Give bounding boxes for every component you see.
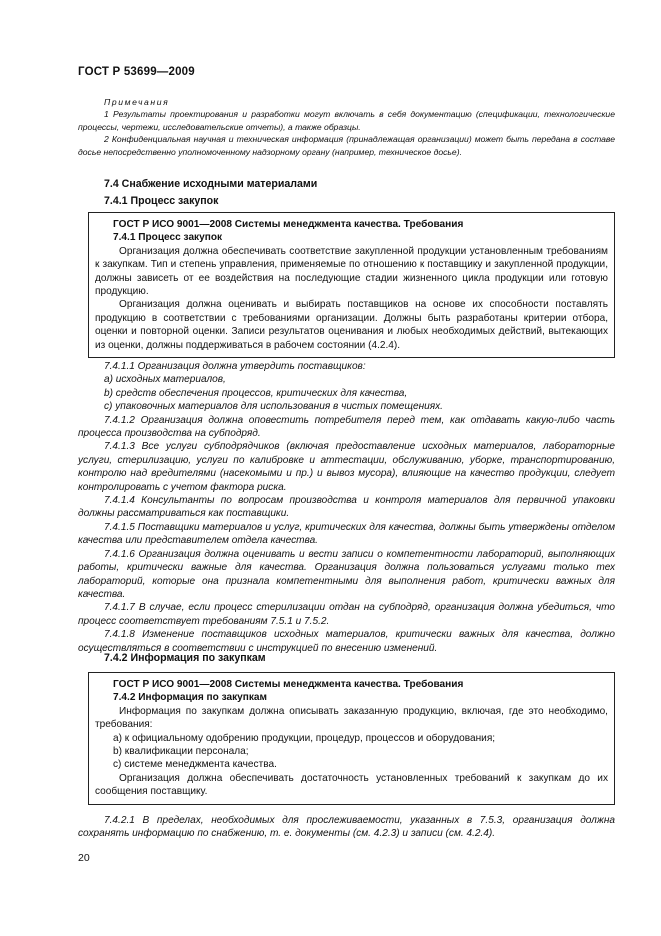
box-list-item: c) системе менеджмента качества. [113,759,277,771]
note-item: 2 Конфиденциальная научная и техническая информация (принадлежащая организации) может быть передана в составе досье непосредственно уполномоченному надзорному органу (например, техническое досье). [78,134,615,157]
paragraph-7-4-2-1: 7.4.2.1 В пределах, необходимых для прослеживаемости, указанных в 7.5.3, организация должна сохранять информацию по снабжению, т. е. документы (см. 4.2.3) и записи (см. 4.2.4). [78,815,615,840]
box-paragraph: Информация по закупкам должна описывать заказанную продукцию, включая, где это необходимо, требования: [95,705,608,731]
paragraph-7-4-1-1: 7.4.1.1 Организация должна утвердить поставщиков: [104,361,366,372]
list-item: b) средств обеспечения процессов, критических для качества, [104,387,408,399]
list-item: c) упаковочных материалов для использования в чистых помещениях. [104,401,443,413]
page-number: 20 [78,852,90,864]
box-paragraph: Организация должна обеспечивать достаточность установленных требований к закупкам до их сообщения поставщику. [95,772,608,798]
list-item: a) исходных материалов, [104,374,226,386]
body-text-7-4-1 [78,360,615,655]
box-title: ГОСТ Р ИСО 9001—2008 Системы менеджмента качества. Требования [113,219,464,230]
box-list-item: a) к официальному одобрению продукции, процедур, процессов и оборудования; [113,732,496,744]
notes-block [78,96,615,158]
paragraph-7-4-1-7: 7.4.1.7 В случае, если процесс стерилизации отдан на субподряд, организация должна убедиться, что процесс соответствует требованиям 7.5.1 и 7.5.2. [78,602,615,627]
box-list-item: b) квалификации персонала; [113,746,249,758]
section-heading-7-4: 7.4 Снабжение исходными материалами [104,178,318,190]
standard-quote-box-purchasing-information [88,672,615,805]
notes-title: Примечания [104,97,170,107]
box-paragraph: Организация должна оценивать и выбирать поставщиков на основе их способности поставлять продукцию в соответствии с требованиями организации. Должны быть разработаны критерии отбора, оценки и повторной оценки. Записи результатов оценивания и любых необходимых действий, вытекающих из оценки, должны поддерживаться в рабочем состоянии (4.2.4). [95,299,608,351]
box-subtitle: 7.4.1 Процесс закупок [113,232,223,244]
section-heading-7-4-1: 7.4.1 Процесс закупок [104,195,219,207]
paragraph-7-4-1-6: 7.4.1.6 Организация должна оценивать и вести записи о компетентности лабораторий, выполняющих работы, критически важные для качества. Организация должна пользоваться услугами только тех лабораторий, которые она признала компетентными для выполнения работ, критически важных для качества. [78,548,615,600]
paragraph-7-4-1-5: 7.4.1.5 Поставщики материалов и услуг, критических для качества, должны быть утверждены отделом качества или представителем отдела качества. [78,521,615,547]
section-heading-7-4-2: 7.4.2 Информация по закупкам [104,652,266,664]
box-subtitle: 7.4.2 Информация по закупкам [113,692,268,704]
paragraph-7-4-1-4: 7.4.1.4 Консультанты по вопросам производства и контроля материалов для первичной упаковки должны рассматриваться как поставщики. [78,495,615,520]
body-text-7-4-2 [78,814,615,841]
document-header: ГОСТ Р 53699—2009 [78,66,195,78]
paragraph-7-4-1-3: 7.4.1.3 Все услуги субподрядчиков (включая предоставление исходных материалов, лабораторные услуги, стерилизацию, услуги по калибровке и аттестации, обслуживанию, уборке, транспортированию, контролю над вредителями (насекомыми и пр.) и вывоз мусора), влияющие на качество продукции, следует контролировать с учетом фактора риска. [78,441,615,493]
box-title: ГОСТ Р ИСО 9001—2008 Системы менеджмента качества. Требования [113,679,464,690]
paragraph-7-4-1-2: 7.4.1.2 Организация должна оповестить потребителя перед тем, как отдавать какую-либо часть процесса производства на субподряд. [78,414,615,440]
standard-quote-box-purchasing-process [88,212,615,358]
paragraph-7-4-1-8: 7.4.1.8 Изменение поставщиков исходных материалов, критически важных для качества, должно осуществляться в соответствии с инструкцией по внесению изменений. [78,629,615,654]
note-item: 1 Результаты проектирования и разработки могут включать в себя документацию (спецификации, технологические процессы, чертежи, исследовательские отчеты), а также образцы. [78,109,615,132]
box-paragraph: Организация должна обеспечивать соответствие закупленной продукции установленным требованиям к закупкам. Тип и степень управления, применяемые по отношению к поставщику и закупленной продукции, должны зависеть от ее воздействия на последующие стадии жизненного цикла продукции или готовую продукцию. [95,245,608,298]
